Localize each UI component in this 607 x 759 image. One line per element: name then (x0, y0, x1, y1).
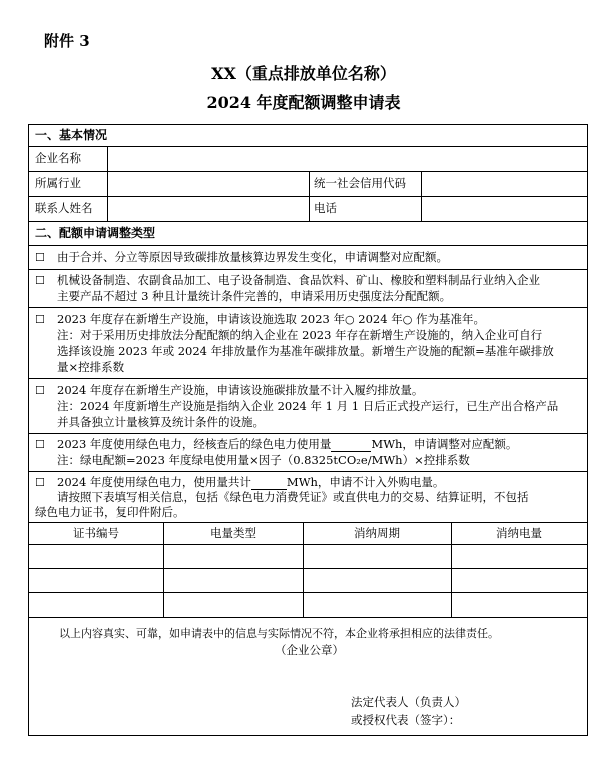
table-row (29, 545, 587, 569)
option3-year-2023: 2023 年 (300, 312, 346, 326)
form-title: 2024 年度配额调整申请表 (206, 93, 401, 112)
company-row (29, 147, 587, 172)
option3-radio-2023[interactable]: ○ (345, 313, 355, 326)
credit-code-label: 统一社会信用代码 (314, 176, 406, 190)
option3-note-line2: 选择该设施 2023 年或 2024 年排放量作为基准年碳排放量。新增生产设施的配额=基准年碳排放 (57, 344, 554, 358)
option6-usage-blank[interactable] (251, 477, 287, 490)
option3-note-line3: 量×控排系数 (57, 360, 125, 374)
option6-text-b: MWh，申请不计入外购电量。 (286, 475, 445, 489)
section2-heading: 二、配额申请调整类型 (35, 226, 156, 240)
application-form (28, 124, 588, 736)
annex-label: 附件 3 (44, 32, 90, 50)
option6-row (29, 472, 587, 523)
industry-field[interactable] (108, 172, 308, 196)
legal-rep-label: 法定代表人（负责人） (351, 695, 466, 709)
header-consumed: 消纳电量 (496, 526, 542, 540)
contact-field[interactable] (108, 197, 308, 221)
company-label: 企业名称 (35, 151, 81, 165)
option5-note: 注：绿电配额=2023 年度绿电使用量×因子（0.8325tCO₂e/MWh）×控排系数 (57, 453, 470, 467)
option6-text-a: 2024 年度使用绿色电力，使用量共计 (57, 475, 251, 489)
option3-note-line1: 注：对于采用历史排放法分配配额的纳入企业在 2023 年存在新增生产设施的，纳入企业可自行 (57, 328, 543, 342)
option1-row (29, 246, 587, 270)
option6-note-line2: 绿色电力证书，复印件附后。 (35, 505, 185, 519)
option2-text-line1: 机械设备制造、农副食品加工、电子设备制造、食品饮料、矿山、橡胶和塑料制品行业纳入企业 (57, 273, 540, 287)
header-cert-no: 证书编号 (73, 526, 119, 540)
option5-usage-blank[interactable] (331, 439, 371, 452)
option4-checkbox[interactable]: ☐ (35, 384, 45, 397)
option3-checkbox[interactable]: ☐ (35, 313, 45, 326)
section2-header-row (29, 222, 587, 246)
industry-label: 所属行业 (35, 176, 81, 190)
declaration-statement: 以上内容真实、可靠，如申请表中的信息与实际情况不符，本企业将承担相应的法律责任。 (59, 627, 499, 640)
option3-radio-2024[interactable]: ○ (402, 313, 413, 326)
option2-row (29, 270, 587, 308)
credit-code-field[interactable] (422, 172, 587, 196)
table-row (29, 569, 587, 593)
header-power-type: 电量类型 (210, 526, 256, 540)
option5-text-b: MWh，申请调整对应配额。 (371, 437, 518, 451)
option4-text: 2024 年度存在新增生产设施，申请该设施碳排放量不计入履约排放量。 (57, 383, 424, 397)
option6-checkbox[interactable]: ☐ (35, 476, 45, 489)
declaration-area (29, 618, 587, 735)
option3-year-2024: 2024 年 (358, 312, 403, 326)
option2-text-line2: 主要产品不超过 3 种且计量统计条件完善的，申请采用历史强度法分配配额。 (57, 289, 452, 303)
option4-note-line2: 并具备独立计量核算及统计条件的设施。 (57, 415, 264, 429)
option3-row (29, 308, 587, 379)
option4-note-line1: 注：2024 年度新增生产设施是指纳入企业 2024 年 1 月 1 日后正式投产运行，已生产出合格产品 (57, 399, 559, 413)
company-seal: （企业公章） (275, 643, 344, 657)
authorized-rep-label: 或授权代表（签字）： (351, 713, 461, 727)
phone-field[interactable] (422, 197, 587, 221)
industry-row (29, 172, 587, 197)
option3-text-b: 作为基准年。 (415, 312, 485, 326)
option5-text-a: 2023 年度使用绿色电力，经核查后的绿色电力使用量 (57, 437, 332, 451)
option3-text-a: 2023 年度存在新增生产设施，申请该设施选取 (57, 312, 297, 326)
form-title-company: XX（重点排放单位名称） (211, 64, 396, 83)
company-field[interactable] (108, 147, 587, 171)
contact-row (29, 197, 587, 222)
phone-label: 电话 (314, 201, 337, 215)
option1-checkbox[interactable]: ☐ (35, 251, 45, 264)
option5-row (29, 434, 587, 472)
section1-header-row (29, 125, 587, 147)
option4-row (29, 379, 587, 434)
header-period: 消纳周期 (354, 526, 400, 540)
option1-text: 由于合并、分立等原因导致碳排放量核算边界发生变化，申请调整对应配额。 (57, 250, 448, 264)
option2-checkbox[interactable]: ☐ (35, 274, 45, 287)
contact-label: 联系人姓名 (35, 201, 93, 215)
table-row (29, 593, 587, 618)
option5-checkbox[interactable]: ☐ (35, 438, 45, 451)
section1-heading: 一、基本情况 (35, 128, 108, 142)
green-table-header (29, 523, 587, 545)
option6-note-line1: 请按照下表填写相关信息，包括《绿色电力消费凭证》或直供电力的交易、结算证明，不包括 (57, 490, 529, 504)
